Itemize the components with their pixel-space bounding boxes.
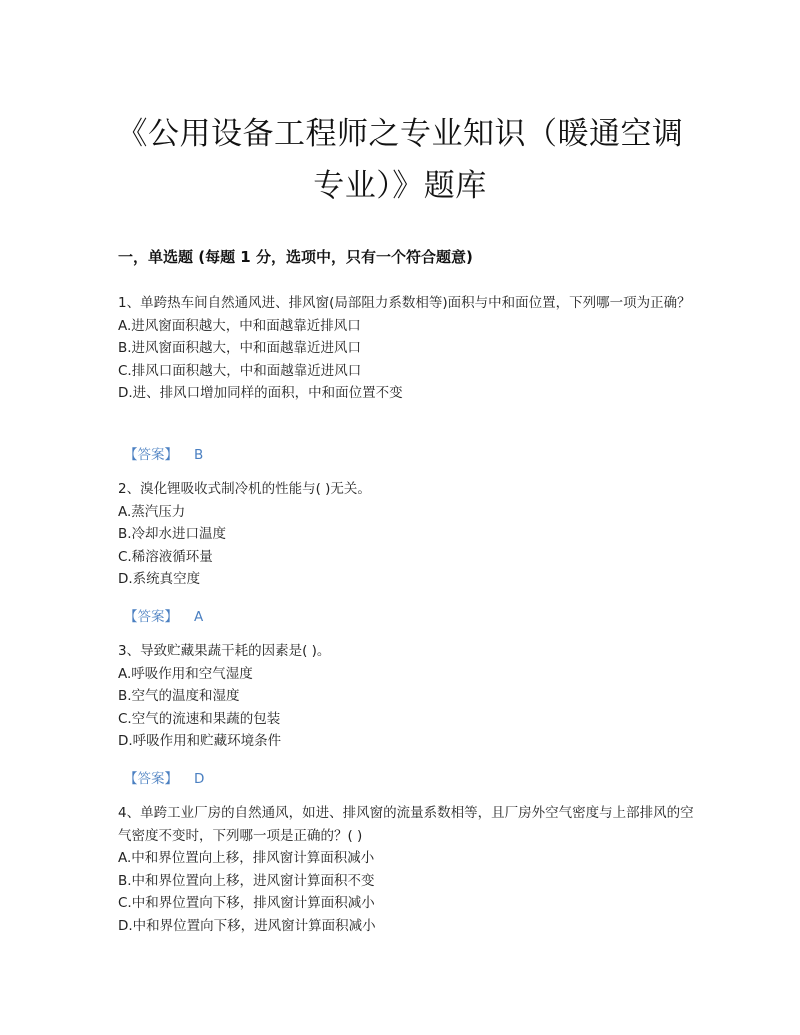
option-d: D.中和界位置向下移，进风窗计算面积减小 (118, 917, 376, 934)
question-text: 3、导致贮藏果蔬干耗的因素是( )。 (118, 643, 331, 659)
option-c: C.排风口面积越大，中和面越靠近进风口 (118, 362, 362, 379)
section-heading: 一，单选题 (每题 1 分，选项中，只有一个符合题意) (118, 248, 473, 266)
option-d: D.系统真空度 (118, 571, 201, 587)
option-a: A.中和界位置向上移，排风窗计算面积减小 (118, 850, 375, 866)
option-c: C.空气的流速和果蔬的包装 (118, 710, 281, 727)
option-d: D.进、排风口增加同样的面积，中和面位置不变 (118, 385, 403, 401)
question-1 (118, 292, 698, 405)
option-a: A.进风窗面积越大，中和面越靠近排风口 (118, 317, 361, 334)
answer-1 (124, 443, 203, 463)
answer-label: 【答案】 (124, 609, 178, 625)
question-text: 4、单跨工业厂房的自然通风，如进、排风窗的流量系数相等，且厂房外空气密度与上部排风的空气密度不变时，下列哪一项是正确的？( ) (118, 805, 694, 844)
option-b: B.进风窗面积越大，中和面越靠近进风口 (118, 340, 362, 356)
option-c: C.中和界位置向下移，排风窗计算面积减小 (118, 895, 375, 911)
question-3 (118, 640, 698, 753)
answer-label: 【答案】 (124, 447, 178, 463)
option-a: A.呼吸作用和空气湿度 (118, 665, 253, 682)
document-title: 《公用设备工程师之专业知识（暖通空调专业）》题库 (116, 116, 684, 204)
answer-value: D (194, 771, 205, 787)
option-b: B.空气的温度和湿度 (118, 688, 240, 704)
option-c: C.稀溶液循环量 (118, 548, 213, 565)
answer-label: 【答案】 (124, 771, 178, 787)
option-d: D.呼吸作用和贮藏环境条件 (118, 733, 282, 749)
question-4 (118, 802, 698, 937)
answer-2 (124, 605, 203, 625)
question-text: 1、单跨热车间自然通风进、排风窗(局部阻力系数相等)面积与中和面位置，下列哪一项为正确？ (118, 295, 691, 311)
answer-value: B (194, 447, 204, 463)
option-b: B.中和界位置向上移，进风窗计算面积不变 (118, 872, 375, 889)
answer-value: A (194, 609, 204, 625)
answer-3 (124, 767, 204, 787)
option-a: A.蒸汽压力 (118, 503, 186, 520)
question-2 (118, 478, 698, 591)
question-text: 2、溴化锂吸收式制冷机的性能与( )无关。 (118, 481, 371, 497)
option-b: B.冷却水进口温度 (118, 526, 227, 542)
